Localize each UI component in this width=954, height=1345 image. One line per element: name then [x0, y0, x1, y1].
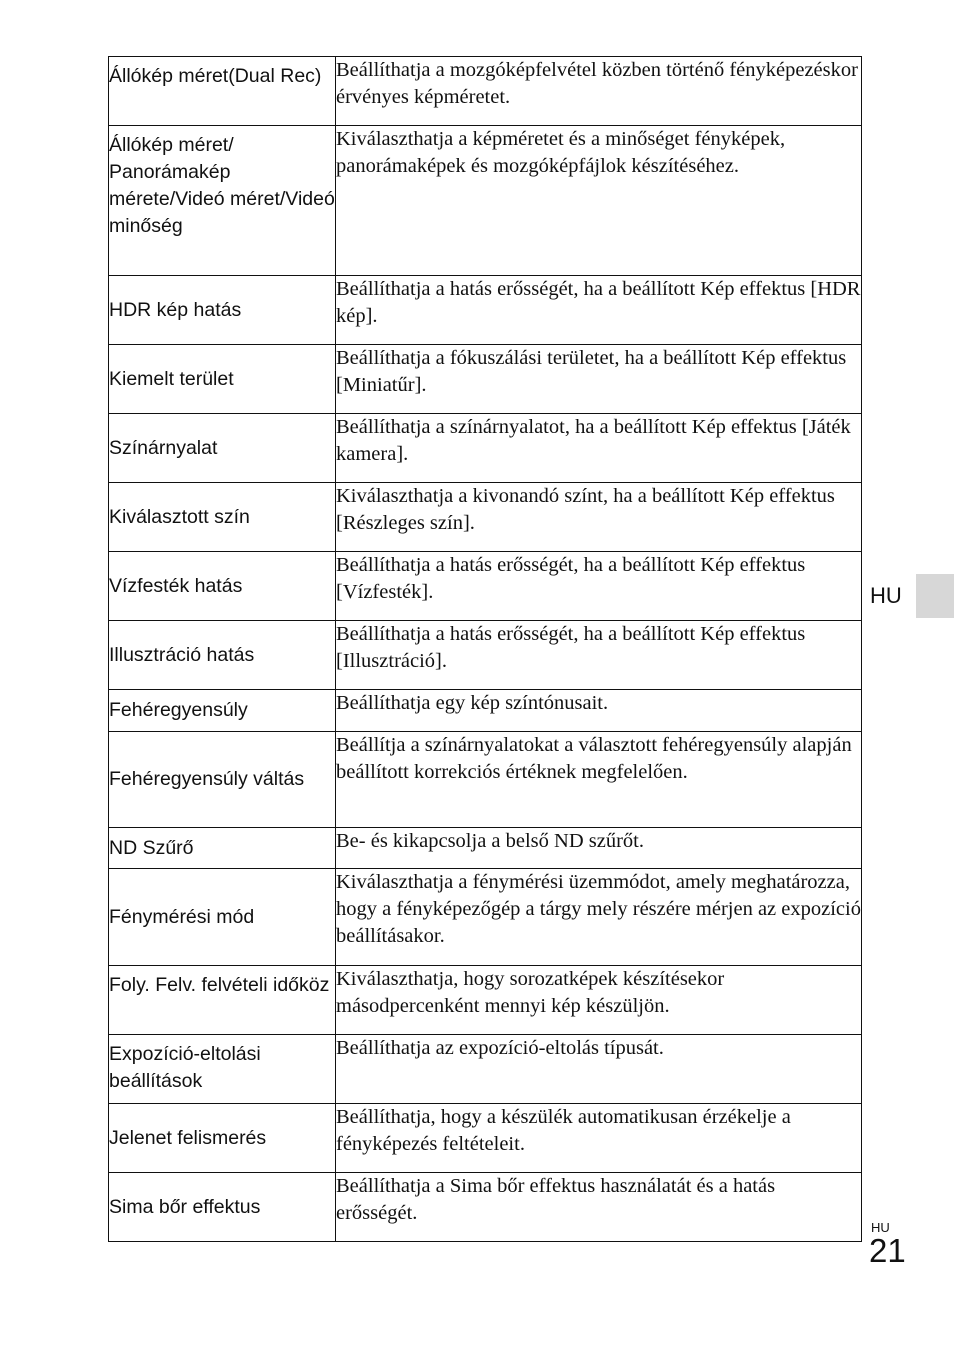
- setting-description: Beállíthatja a hatás erősségét, ha a beállított Kép effektus [HDR kép].: [336, 276, 862, 345]
- footer-language-code: HU: [871, 1220, 890, 1235]
- settings-table: [108, 56, 862, 1242]
- table-row: [109, 869, 862, 966]
- table-row: [109, 1173, 862, 1242]
- setting-description: Beállíthatja a hatás erősségét, ha a beállított Kép effektus [Vízfesték].: [336, 552, 862, 621]
- table-row: [109, 1035, 862, 1104]
- setting-name: Vízfesték hatás: [109, 552, 336, 621]
- setting-description: Beállíthatja az expozíció-eltolás típusát.: [336, 1035, 862, 1104]
- setting-name: Jelenet felismerés: [109, 1104, 336, 1173]
- table-row: [109, 345, 862, 414]
- setting-name: Sima bőr effektus: [109, 1173, 336, 1242]
- setting-description: Kiválaszthatja a kivonandó színt, ha a beállított Kép effektus [Részleges szín].: [336, 483, 862, 552]
- setting-name: Fénymérési mód: [109, 869, 336, 966]
- setting-description: Beállíthatja a színárnyalatot, ha a beállított Kép effektus [Játék kamera].: [336, 414, 862, 483]
- setting-name: ND Szűrő: [109, 828, 336, 869]
- setting-name: Fehéregyensúly: [109, 690, 336, 732]
- setting-description: Beállíthatja a mozgóképfelvétel közben történő fényképezéskor érvényes képméretet.: [336, 57, 862, 126]
- table-row: [109, 483, 862, 552]
- table-row: [109, 126, 862, 276]
- table-row: [109, 57, 862, 126]
- setting-name: Expozíció-eltolási beállítások: [109, 1035, 336, 1104]
- setting-name: Fehéregyensúly váltás: [109, 732, 336, 828]
- table-row: [109, 414, 862, 483]
- setting-name: Kiemelt terület: [109, 345, 336, 414]
- setting-name: Állókép méret(Dual Rec): [109, 57, 336, 126]
- setting-description: Be- és kikapcsolja a belső ND szűrőt.: [336, 828, 862, 869]
- language-side-tab: [916, 574, 954, 618]
- setting-name: HDR kép hatás: [109, 276, 336, 345]
- page-number: 21: [869, 1232, 906, 1269]
- table-row: [109, 276, 862, 345]
- table-row: [109, 621, 862, 690]
- setting-description: Kiválaszthatja a képméretet és a minőséget fényképek, panorámaképek és mozgóképfájlok készítéséhez.: [336, 126, 862, 276]
- table-row: [109, 966, 862, 1035]
- table-row: [109, 732, 862, 828]
- table-row: [109, 690, 862, 732]
- setting-description: Beállíthatja a fókuszálási területet, ha a beállított Kép effektus [Miniatűr].: [336, 345, 862, 414]
- table-row: [109, 1104, 862, 1173]
- setting-description: Beállíthatja a hatás erősségét, ha a beállított Kép effektus [Illusztráció].: [336, 621, 862, 690]
- table-row: [109, 828, 862, 869]
- setting-name: Kiválasztott szín: [109, 483, 336, 552]
- setting-name: Állókép méret/ Panorámakép mérete/Videó méret/Videó minőség: [109, 126, 336, 276]
- setting-name: Illusztráció hatás: [109, 621, 336, 690]
- setting-description: Kiválaszthatja a fénymérési üzemmódot, amely meghatározza, hogy a fényképezőgép a tárgy mely részére mérjen az expozíció beállításakor.: [336, 869, 862, 966]
- setting-description: Beállíthatja egy kép színtónusait.: [336, 690, 862, 732]
- language-tab-label: HU: [870, 583, 902, 608]
- setting-name: Színárnyalat: [109, 414, 336, 483]
- setting-description: Beállítja a színárnyalatokat a választott fehéregyensúly alapján beállított korrekciós értéknek megfelelően.: [336, 732, 862, 828]
- setting-description: Beállíthatja a Sima bőr effektus használatát és a hatás erősségét.: [336, 1173, 862, 1242]
- setting-name: Foly. Felv. felvételi időköz: [109, 966, 336, 1035]
- table-row: [109, 552, 862, 621]
- setting-description: Beállíthatja, hogy a készülék automatikusan érzékelje a fényképezés feltételeit.: [336, 1104, 862, 1173]
- setting-description: Kiválaszthatja, hogy sorozatképek készítésekor másodpercenként mennyi kép készüljön.: [336, 966, 862, 1035]
